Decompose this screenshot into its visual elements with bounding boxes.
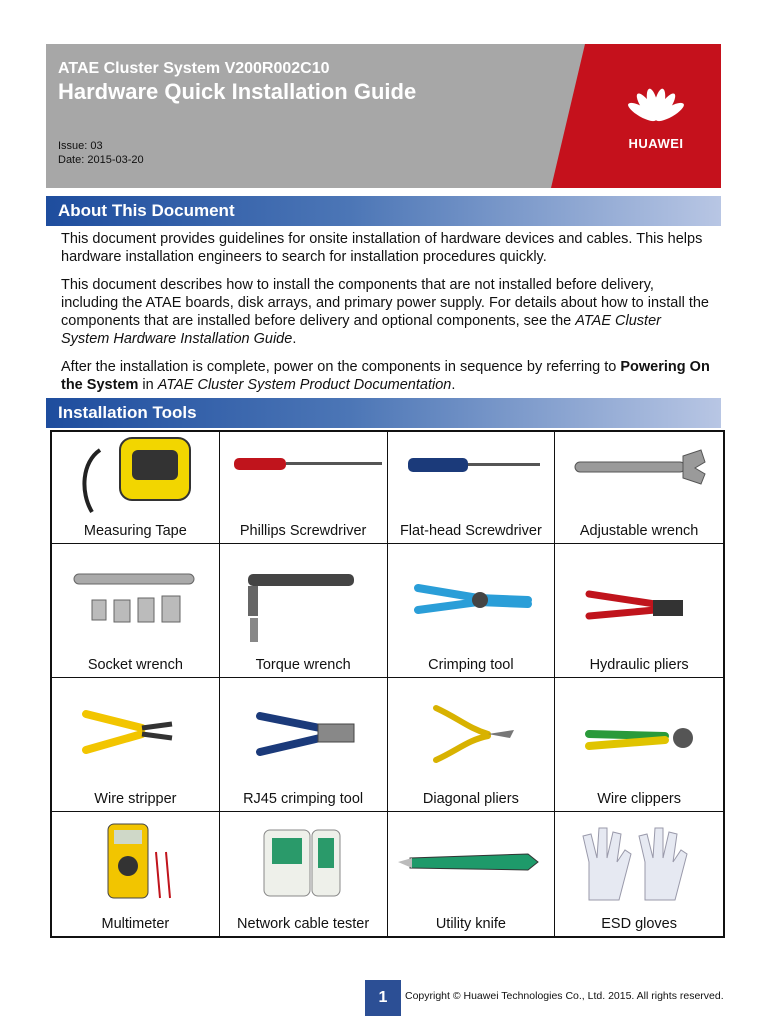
tool-label: Socket wrench — [87, 657, 183, 673]
hardware-guide-reference: ATAE Cluster System Hardware Installation Guide — [61, 313, 661, 347]
tool-label: Measuring Tape — [83, 523, 187, 539]
brand-name: HUAWEI — [628, 136, 684, 151]
copyright-notice: Copyright © Huawei Technologies Co., Ltd. 2015. All rights reserved. — [405, 990, 724, 1002]
tool-label: Multimeter — [101, 916, 170, 932]
tool-cell — [52, 678, 220, 812]
tool-cell — [52, 544, 220, 678]
tool-cell — [52, 432, 220, 544]
utility-knife-icon — [388, 812, 554, 912]
hydraulic-pliers-icon — [555, 544, 721, 644]
tool-label: Wire clippers — [597, 791, 682, 807]
socket-wrench-icon — [52, 544, 218, 644]
tool-cell — [555, 432, 723, 544]
issue-date: Date: 2015-03-20 — [58, 154, 144, 166]
paragraph-text: in — [138, 377, 158, 393]
product-line: ATAE Cluster System V200R002C10 — [58, 60, 330, 77]
cover-banner — [46, 44, 721, 188]
tool-cell — [555, 544, 723, 678]
about-paragraph-2 — [61, 276, 711, 348]
paragraph-end: . — [292, 331, 297, 347]
issue-number: Issue: 03 — [58, 140, 103, 152]
measuring-tape-icon — [52, 432, 218, 532]
tool-label: Diagonal pliers — [422, 791, 519, 807]
diagonal-pliers-icon — [388, 678, 554, 778]
paragraph-text: This document describes how to install the components that are not installed before delivery, including the ATAE boards, disk arrays, and primary power supply. For details about how to install the components that are installed before delivery and optional components, see the — [61, 277, 709, 329]
torque-wrench-icon — [220, 544, 386, 644]
tool-cell — [388, 812, 556, 936]
tool-cell — [220, 678, 388, 812]
about-heading: About This Document — [46, 196, 721, 226]
crimping-tool-icon — [388, 544, 554, 644]
tool-label: Phillips Screwdriver — [239, 523, 367, 539]
tool-cell — [555, 812, 723, 936]
tool-cell — [220, 544, 388, 678]
wire-clippers-icon — [555, 678, 721, 778]
tool-cell — [220, 812, 388, 936]
tool-label: Network cable tester — [237, 916, 370, 932]
page-number: 1 — [365, 980, 401, 1016]
paragraph-end: . — [451, 377, 456, 393]
tool-cell — [555, 678, 723, 812]
adjustable-wrench-icon — [555, 432, 721, 532]
tool-label: ESD gloves — [601, 916, 677, 932]
tool-cell — [388, 432, 556, 544]
tool-label: Wire stripper — [94, 791, 177, 807]
tool-label: Crimping tool — [428, 657, 514, 673]
flat-head-screwdriver-icon — [388, 432, 554, 532]
tool-cell — [220, 432, 388, 544]
tool-cell — [388, 544, 556, 678]
tools-heading: Installation Tools — [46, 398, 721, 428]
tool-cell — [52, 812, 220, 936]
tool-cell — [388, 678, 556, 812]
tool-label: Torque wrench — [255, 657, 351, 673]
esd-gloves-icon — [555, 812, 721, 912]
about-paragraph-1: This document provides guidelines for onsite installation of hardware devices and cables. This helps hardware installation engineers to search for installation procedures quickly. — [61, 231, 703, 265]
product-documentation-reference: ATAE Cluster System Product Documentation — [157, 377, 452, 393]
tool-label: RJ45 crimping tool — [243, 791, 364, 807]
tool-label: Adjustable wrench — [579, 523, 699, 539]
tool-label: Utility knife — [435, 916, 506, 932]
about-paragraph-3 — [61, 358, 711, 394]
multimeter-icon — [52, 812, 218, 912]
paragraph-text: After the installation is complete, power on the components in sequence by referring to — [61, 359, 621, 375]
rj45-crimping-tool-icon — [220, 678, 386, 778]
tool-label: Flat-head Screwdriver — [399, 523, 542, 539]
tools-table — [50, 430, 725, 938]
powering-on-reference: Powering On the System — [61, 359, 710, 393]
tool-label: Hydraulic pliers — [589, 657, 689, 673]
network-cable-tester-icon — [220, 812, 386, 912]
document-title: Hardware Quick Installation Guide — [58, 79, 417, 104]
wire-stripper-icon — [52, 678, 218, 778]
phillips-screwdriver-icon — [220, 432, 386, 532]
